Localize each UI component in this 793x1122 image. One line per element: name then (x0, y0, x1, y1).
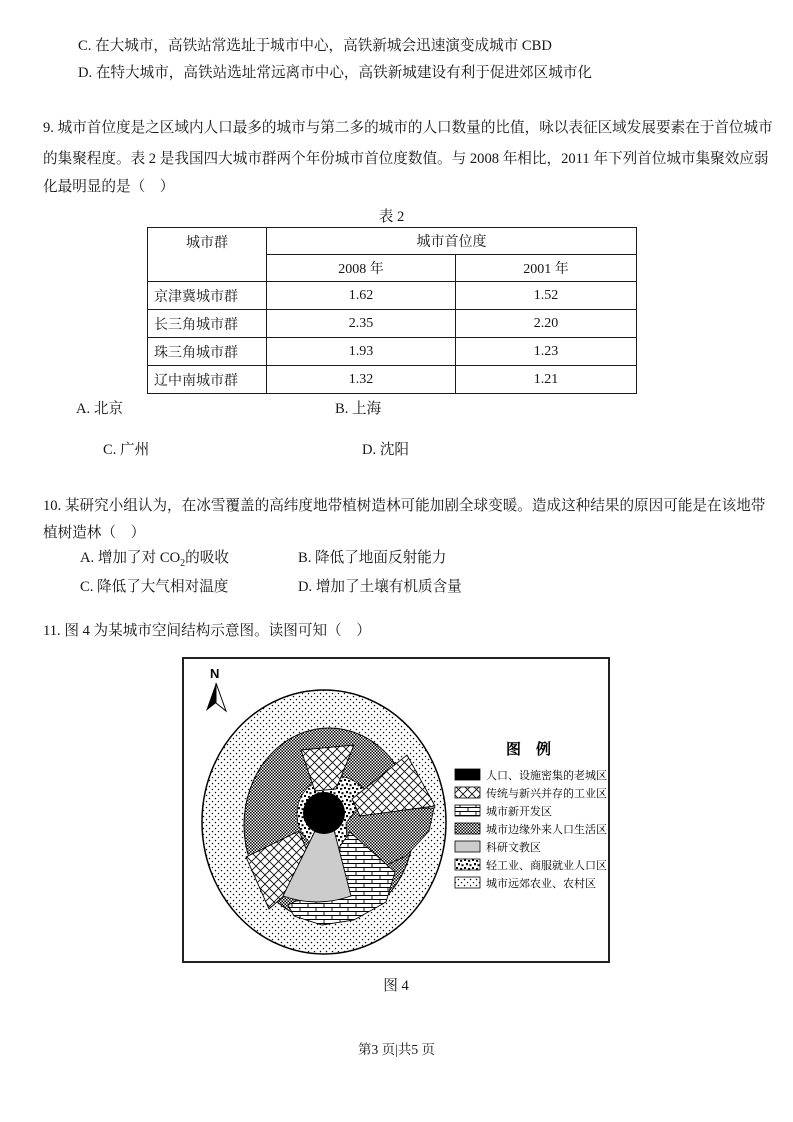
figure-legend (455, 740, 607, 890)
q9-option-b: B. 上海 (335, 401, 382, 417)
q10-option-c: C. 降低了大气相对温度 (80, 579, 229, 595)
legend-label: 城市远郊农业、农村区 (486, 878, 596, 890)
legend-label: 科研文教区 (486, 842, 541, 854)
row-2001-value: 1.21 (456, 366, 637, 394)
row-2008-value: 1.93 (267, 338, 456, 366)
q9-text-line3: 化最明显的是（ ） (43, 179, 175, 195)
q10-text-line1: 10. 某研究小组认为，在冰雪覆盖的高纬度地带植树造林可能加剧全球变暖。造成这种结果的原因可能是在该地带 (43, 498, 766, 514)
q9-text-line1: 9. 城市首位度是之区域内人口最多的城市与第二多的城市的人口数量的比值，咏以表征区域发展要素在于首位城市 (43, 120, 773, 136)
north-arrow-icon (206, 666, 226, 711)
q10-option-d: D. 增加了土壤有机质含量 (298, 579, 462, 595)
page-footer: 第3 页|共5 页 (358, 1042, 435, 1057)
legend-swatch-new-development (455, 805, 480, 816)
table-row (148, 338, 637, 366)
legend-label: 轻工业、商服就业人口区 (486, 860, 607, 872)
legend-label: 城市边缘外来人口生活区 (486, 824, 607, 836)
legend-label: 城市新开发区 (486, 806, 552, 818)
row-name: 辽中南城市群 (148, 366, 267, 394)
zone-old-town (303, 792, 345, 834)
row-2001-value: 1.23 (456, 338, 637, 366)
q11-text: 11. 图 4 为某城市空间结构示意图。读图可知（ ） (43, 623, 371, 639)
table-row (148, 310, 637, 338)
row-name: 珠三角城市群 (148, 338, 267, 366)
table-row (148, 282, 637, 310)
row-2001-value: 2.20 (456, 310, 637, 338)
row-2008-value: 1.32 (267, 366, 456, 394)
q10-option-a: A. 增加了对 $CO_2$的吸收 (80, 550, 229, 569)
q10-text-line2: 植树造林（ ） (43, 525, 146, 541)
table-row (148, 366, 637, 394)
q8-option-d: D. 在特大城市，高铁站选址常远离市中心，高铁新城建设有利于促进郊区城市化 (78, 65, 593, 81)
legend-swatch-suburban-rural (455, 877, 480, 888)
row-2001-value: 1.52 (456, 282, 637, 310)
figure-caption: 图 4 (383, 978, 409, 994)
q9-option-a: A. 北京 (76, 401, 124, 417)
city-structure-diagram (184, 659, 608, 957)
co2-subscript: 2 (180, 557, 186, 569)
table-caption: 表 2 (378, 209, 405, 225)
row-name: 长三角城市群 (148, 310, 267, 338)
q9-text-line2: 的集聚程度。表 2 是我国四大城市群两个年份城市首位度数值。与 2008 年相比，2011 年下列首位城市集聚效应弱 (43, 151, 769, 167)
q8-option-c: C. 在大城市，高铁站常选址于城市中心，高铁新城会迅速演变成城市 CBD (78, 38, 552, 54)
legend-swatch-migrant-living (455, 823, 480, 834)
q10-option-b: B. 降低了地面反射能力 (298, 550, 447, 566)
table-header-2008: 2008 年 (267, 255, 456, 282)
figure-4 (182, 657, 610, 963)
legend-swatch-light-industry (455, 859, 480, 870)
row-2008-value: 1.62 (267, 282, 456, 310)
primacy-table (147, 227, 637, 394)
legend-label: 人口、设施密集的老城区 (486, 770, 607, 782)
table-header-city-cluster: 城市群 (148, 228, 267, 282)
q9-option-d: D. 沈阳 (362, 442, 410, 458)
legend-title: 图 例 (506, 742, 552, 758)
row-2008-value: 2.35 (267, 310, 456, 338)
table-header-primacy: 城市首位度 (267, 228, 637, 255)
legend-swatch-research-education (455, 841, 480, 852)
north-label: N (210, 666, 220, 681)
row-name: 京津冀城市群 (148, 282, 267, 310)
legend-label: 传统与新兴并存的工业区 (486, 788, 607, 800)
table-header-2001: 2001 年 (456, 255, 637, 282)
legend-swatch-industry (455, 787, 480, 798)
q9-option-c: C. 广州 (103, 442, 150, 458)
legend-swatch-old-town (455, 769, 480, 780)
